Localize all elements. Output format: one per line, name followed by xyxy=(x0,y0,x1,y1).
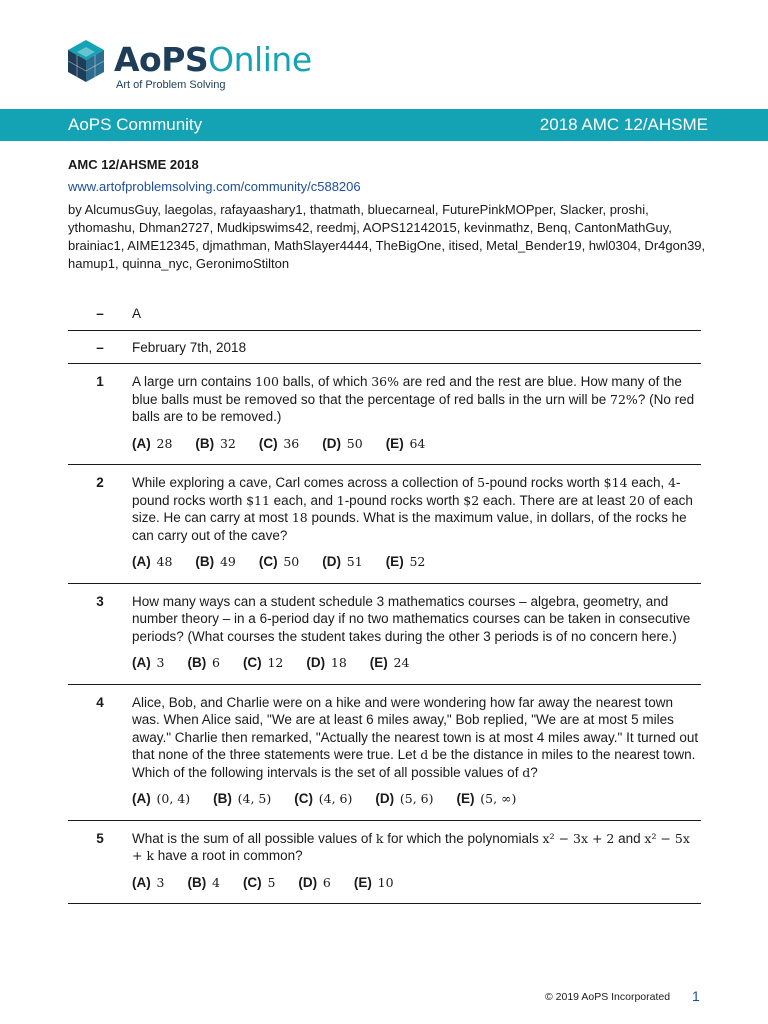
answer-choices xyxy=(132,553,701,571)
community-link[interactable]: www.artofproblemsolving.com/community/c588206 xyxy=(68,179,361,194)
answer-choice xyxy=(195,553,235,571)
choice-letter: (C) xyxy=(258,554,278,569)
math-expression: $11 xyxy=(246,492,270,508)
answer-choice xyxy=(375,790,433,808)
problem-text: -pound rocks worth xyxy=(485,475,604,490)
problem-statement xyxy=(132,474,701,544)
choice-letter: (B) xyxy=(195,554,215,569)
choice-value: 3 xyxy=(156,655,165,670)
problem-list xyxy=(68,297,701,904)
contest-title: AMC 12/AHSME 2018 xyxy=(68,157,199,172)
problem-text: ? (No red balls are to be removed.) xyxy=(132,391,695,424)
math-expression: $2 xyxy=(463,492,480,508)
logo-wordmark xyxy=(114,40,312,80)
answer-choice xyxy=(306,654,346,672)
answer-choice xyxy=(386,553,426,571)
section-row xyxy=(68,297,701,331)
problem-number: 4 xyxy=(96,694,104,710)
choice-letter: (E) xyxy=(385,435,404,451)
choice-letter: (B) xyxy=(187,655,207,670)
page-number: 1 xyxy=(692,988,700,1004)
answer-choice xyxy=(195,435,235,453)
logo-word-light: Online xyxy=(208,40,312,79)
math-expression: 100 xyxy=(255,374,279,389)
choice-letter: (A) xyxy=(132,554,151,569)
problem-text: have a root in common? xyxy=(154,848,303,863)
choice-value: 50 xyxy=(283,554,300,569)
answer-choices xyxy=(132,874,701,892)
choice-value: 36 xyxy=(283,435,300,451)
choice-letter: (B) xyxy=(195,435,215,451)
math-expression: x² − 3x + 2 xyxy=(542,830,615,846)
answer-choice xyxy=(243,874,275,892)
answer-choice xyxy=(132,435,172,453)
problem-text: pounds. What is the maximum value, in dollars, of the rocks he can carry out of the cave? xyxy=(132,510,687,543)
problem-row xyxy=(68,685,701,821)
math-expression: 5 xyxy=(477,475,486,490)
math-expression: 72% xyxy=(610,391,638,407)
choice-value: 18 xyxy=(330,655,347,670)
answer-choice xyxy=(354,874,394,892)
problem-text: ? xyxy=(530,764,538,780)
answer-choice xyxy=(370,654,410,672)
choice-value: 24 xyxy=(393,655,410,670)
choice-value: 28 xyxy=(156,435,173,451)
choice-letter: (D) xyxy=(298,874,318,890)
math-expression: 1 xyxy=(336,492,345,508)
choice-letter: (D) xyxy=(375,791,395,806)
problem-statement xyxy=(132,593,701,646)
problem-row xyxy=(68,584,701,685)
choice-value: 48 xyxy=(156,554,173,569)
choice-letter: (D) xyxy=(322,554,342,569)
choice-value: 52 xyxy=(409,554,426,569)
choice-letter: (E) xyxy=(456,791,475,806)
choice-letter: (E) xyxy=(369,655,388,670)
choice-value: 64 xyxy=(409,435,426,451)
aops-logo[interactable] xyxy=(66,38,366,92)
answer-choice xyxy=(294,790,352,808)
banner-contest-title: 2018 AMC 12/AHSME xyxy=(539,115,708,134)
choice-value: 49 xyxy=(219,554,236,569)
choice-value: 32 xyxy=(219,435,236,451)
contest-date: February 7th, 2018 xyxy=(132,339,247,355)
problem-text: each. There are at least xyxy=(479,492,629,508)
problem-body xyxy=(132,373,701,452)
choice-value: 4 xyxy=(211,874,220,890)
community-banner xyxy=(0,109,768,141)
math-expression: 20 xyxy=(629,492,645,508)
answer-choice xyxy=(132,654,164,672)
problem-text: How many ways can a student schedule 3 mathematics courses – algebra, geometry, and number theory – in a 6-period day if no two mathematics courses can be taken in consecutive periods? (What courses the student takes during the other 3 periods is of no concern here.) xyxy=(132,593,691,644)
problem-statement xyxy=(132,830,701,865)
problem-text: -pound rocks worth xyxy=(344,492,464,508)
row-marker: – xyxy=(96,339,104,355)
answer-choices xyxy=(132,790,701,808)
date-row xyxy=(68,331,701,365)
problem-text: What is the sum of all possible values of xyxy=(132,830,376,846)
logo-word-bold: AoPS xyxy=(114,40,209,79)
answer-choices xyxy=(132,435,701,453)
math-expression: $14 xyxy=(603,475,628,490)
answer-choice xyxy=(457,790,517,808)
problem-text: balls, of which xyxy=(278,374,372,389)
choice-letter: (C) xyxy=(242,874,262,890)
answer-choice xyxy=(132,553,172,571)
choice-value: (4, 5) xyxy=(237,791,272,806)
choice-letter: (A) xyxy=(132,435,151,451)
answer-choices xyxy=(132,654,701,672)
problem-body xyxy=(132,694,701,808)
problem-body xyxy=(132,830,701,892)
logo-subtitle: Art of Problem Solving xyxy=(116,79,226,91)
problem-text: Alice, Bob, and Charlie were on a hike and were wondering how far away the nearest town was. When Alice said, "We are at least 6 miles away," Bob replied, "We are at most 5 miles away." Charlie then remarked, "Actually the nearest town is at most 4 miles away." It turned out that none of the three statements were true. Let xyxy=(132,694,699,762)
choice-letter: (C) xyxy=(294,791,313,806)
author-list: by AlcumusGuy, laegolas, rafayaashary1, thatmath, bluecarneal, FuturePinkMOPper, Slacker, proshi, ythomashu, Dhman2727, Mudkipswims42, reedmj, AOPS12142015, kevinmathz, Benq, CantonMathGuy, brainiac1, AIME12345, djmathman, MathSlayer4444, TheBigOne, itised, Metal_Bender19, hwl0304, Dr4gon39, hamup1, quinna_nyc, GeronimoStilton xyxy=(68,202,706,271)
choice-value: 3 xyxy=(156,874,165,890)
choice-letter: (E) xyxy=(353,874,372,890)
logo-cube-icon xyxy=(66,38,106,84)
choice-letter: (C) xyxy=(258,435,278,451)
math-expression: 36% xyxy=(371,374,400,389)
answer-choice xyxy=(386,435,426,453)
math-expression: 4 xyxy=(668,475,677,490)
problem-text: While exploring a cave, Carl comes across a collection of xyxy=(132,475,478,490)
answer-choice xyxy=(259,553,299,571)
problem-number: 2 xyxy=(96,475,104,490)
problem-statement xyxy=(132,373,701,426)
answer-choice xyxy=(132,790,190,808)
choice-value: (4, 6) xyxy=(318,791,353,806)
answer-choice xyxy=(213,790,271,808)
choice-value: 6 xyxy=(211,655,220,670)
choice-value: 51 xyxy=(346,554,363,569)
answer-choice xyxy=(322,435,362,453)
answer-choice xyxy=(132,874,164,892)
problem-text: and xyxy=(614,830,645,846)
problem-number: 3 xyxy=(96,593,104,609)
math-expression: d xyxy=(420,747,429,762)
choice-value: 50 xyxy=(346,435,363,451)
choice-letter: (B) xyxy=(213,791,232,806)
choice-letter: (B) xyxy=(187,874,207,890)
choice-value: 5 xyxy=(267,874,276,890)
row-marker: – xyxy=(96,306,104,321)
math-expression: k xyxy=(375,830,384,846)
answer-choice xyxy=(322,553,362,571)
choice-value: 10 xyxy=(377,874,394,890)
math-expression: x² − 5x + k xyxy=(132,830,690,863)
problem-row xyxy=(68,364,701,465)
banner-community-label: AoPS Community xyxy=(68,115,203,134)
answer-choice xyxy=(259,435,299,453)
choice-letter: (A) xyxy=(132,655,151,670)
problem-row xyxy=(68,821,701,905)
problem-number: 5 xyxy=(96,830,104,846)
math-expression: 18 xyxy=(291,510,308,525)
problem-text: for which the polynomials xyxy=(383,830,543,846)
problem-text: be the distance in miles to the nearest town. Which of the following intervals is the set of all possible values of xyxy=(132,747,696,780)
choice-letter: (D) xyxy=(306,655,326,670)
answer-choice xyxy=(243,654,283,672)
footer-copyright: © 2019 AoPS Incorporated xyxy=(545,991,671,1003)
problem-text: -pound rocks worth xyxy=(132,475,681,508)
choice-value: (5, ∞) xyxy=(480,791,517,806)
problem-number: 1 xyxy=(96,374,104,389)
choice-letter: (E) xyxy=(385,554,404,569)
choice-letter: (D) xyxy=(322,435,342,451)
choice-letter: (A) xyxy=(132,791,151,806)
problem-row xyxy=(68,465,701,584)
problem-text: A large urn contains xyxy=(132,374,256,389)
problem-text: are red and the rest are blue. How many of the blue balls must be removed so that the percentage of red balls in the urn will be xyxy=(132,374,682,407)
answer-choice xyxy=(298,874,330,892)
contest-meta xyxy=(68,156,708,273)
answer-choice xyxy=(187,874,219,892)
problem-statement xyxy=(132,694,701,782)
problem-text: each, and xyxy=(269,492,337,508)
choice-value: (0, 4) xyxy=(156,791,191,806)
math-expression: d xyxy=(522,764,531,780)
choice-value: 6 xyxy=(322,874,331,890)
problem-text: of each size. He can carry at most xyxy=(132,492,693,525)
choice-letter: (C) xyxy=(242,655,262,670)
problem-body xyxy=(132,474,701,571)
choice-value: 12 xyxy=(267,655,284,670)
problem-text: each, xyxy=(627,475,669,490)
problem-body xyxy=(132,593,701,672)
answer-choice xyxy=(187,654,219,672)
section-label: A xyxy=(132,306,142,321)
choice-value: (5, 6) xyxy=(399,791,434,806)
choice-letter: (A) xyxy=(132,874,151,890)
